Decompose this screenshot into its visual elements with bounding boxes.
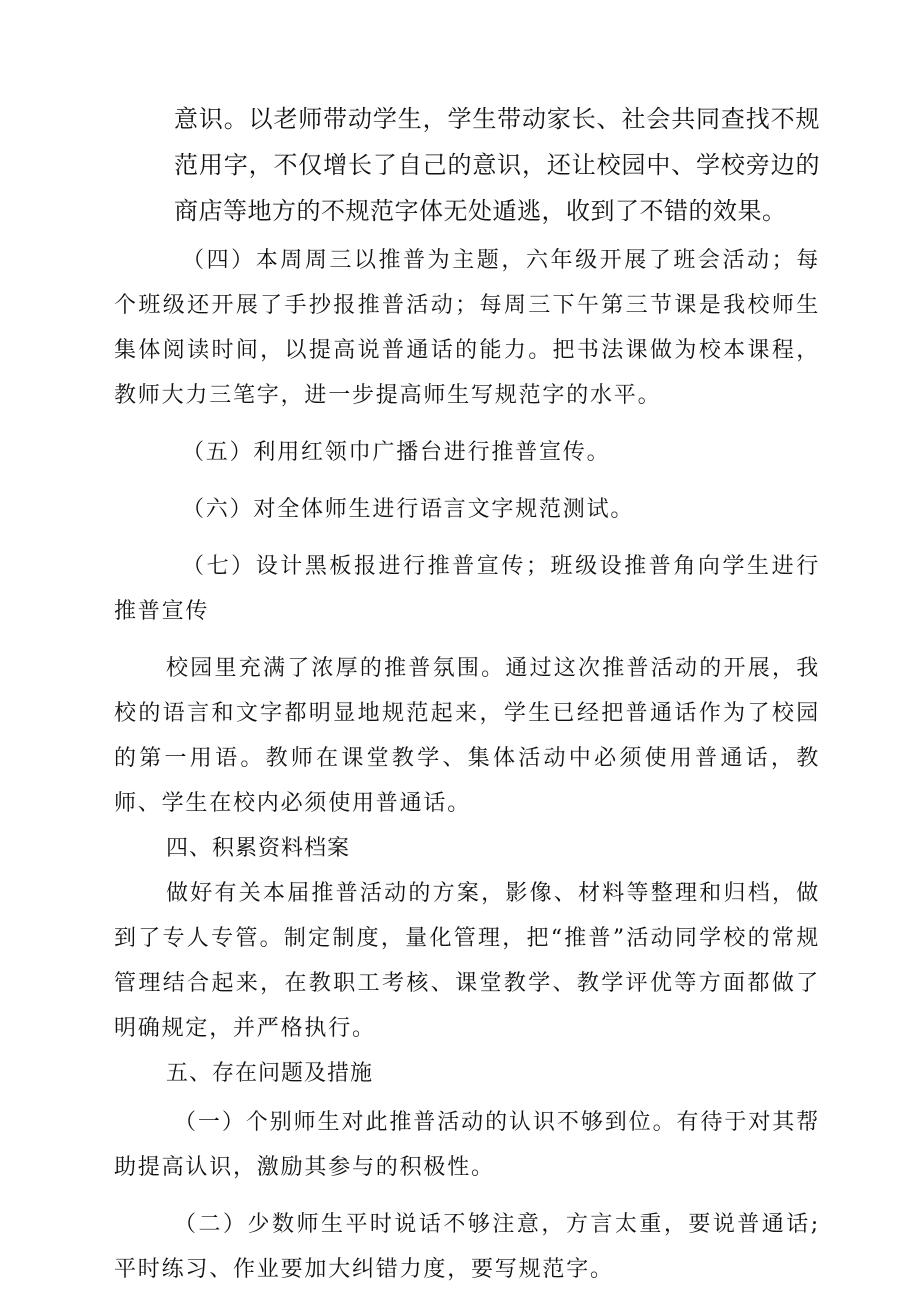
paragraph-issue-2: （二）少数师生平时说话不够注意，方言太重，要说普通话;平时练习、作业要加大纠错力度，要写规范字。 [114,1212,820,1282]
paragraph-archive: 做好有关本届推普活动的方案，影像、材料等整理和归档，做到了专人专管。制定制度，量化管理，把“推普”活动同学校的常规管理结合起来，在教职工考核、课堂教学、教学评优等方面都做了明确规定，并严格执行。 [114,881,820,1041]
section-heading-5: 五、存在问题及措施 [166,1061,374,1086]
paragraph-summary: 校园里充满了浓厚的推普氛围。通过这次推普活动的开展，我校的语言和文字都明显地规范起来，学生已经把普通话作为了校园的第一用语。教师在课堂教学、集体活动中必须使用普通话，教师、学生在校内必须使用普通话。 [114,656,820,816]
paragraph-issue-1: （一）个别师生对此推普活动的认识不够到位。有待于对其帮助提高认识，激励其参与的积极性。 [114,1110,820,1180]
paragraph-item-5: （五）利用红领巾广播台进行推普宣传。 [182,440,611,465]
paragraph-continuation: 意识。以老师带动学生，学生带动家长、社会共同查找不规范用字，不仅增长了自己的意识，还让校园中、学校旁边的商店等地方的不规范字体无处遁逃，收到了不错的效果。 [174,105,820,225]
section-heading-4: 四、积累资料档案 [166,836,351,861]
paragraph-item-6: （六）对全体师生进行语言文字规范测试。 [182,497,635,522]
paragraph-item-4: （四）本周周三以推普为主题，六年级开展了班会活动；每个班级还开展了手抄报推普活动；每周三下午第三节课是我校师生集体阅读时间，以提高说普通话的能力。把书法课做为校本课程，教师大力三笔字，进一步提高师生写规范字的水平。 [114,248,820,408]
paragraph-item-7: （七）设计黑板报进行推普宣传；班级设推普角向学生进行推普宣传 [114,554,820,624]
